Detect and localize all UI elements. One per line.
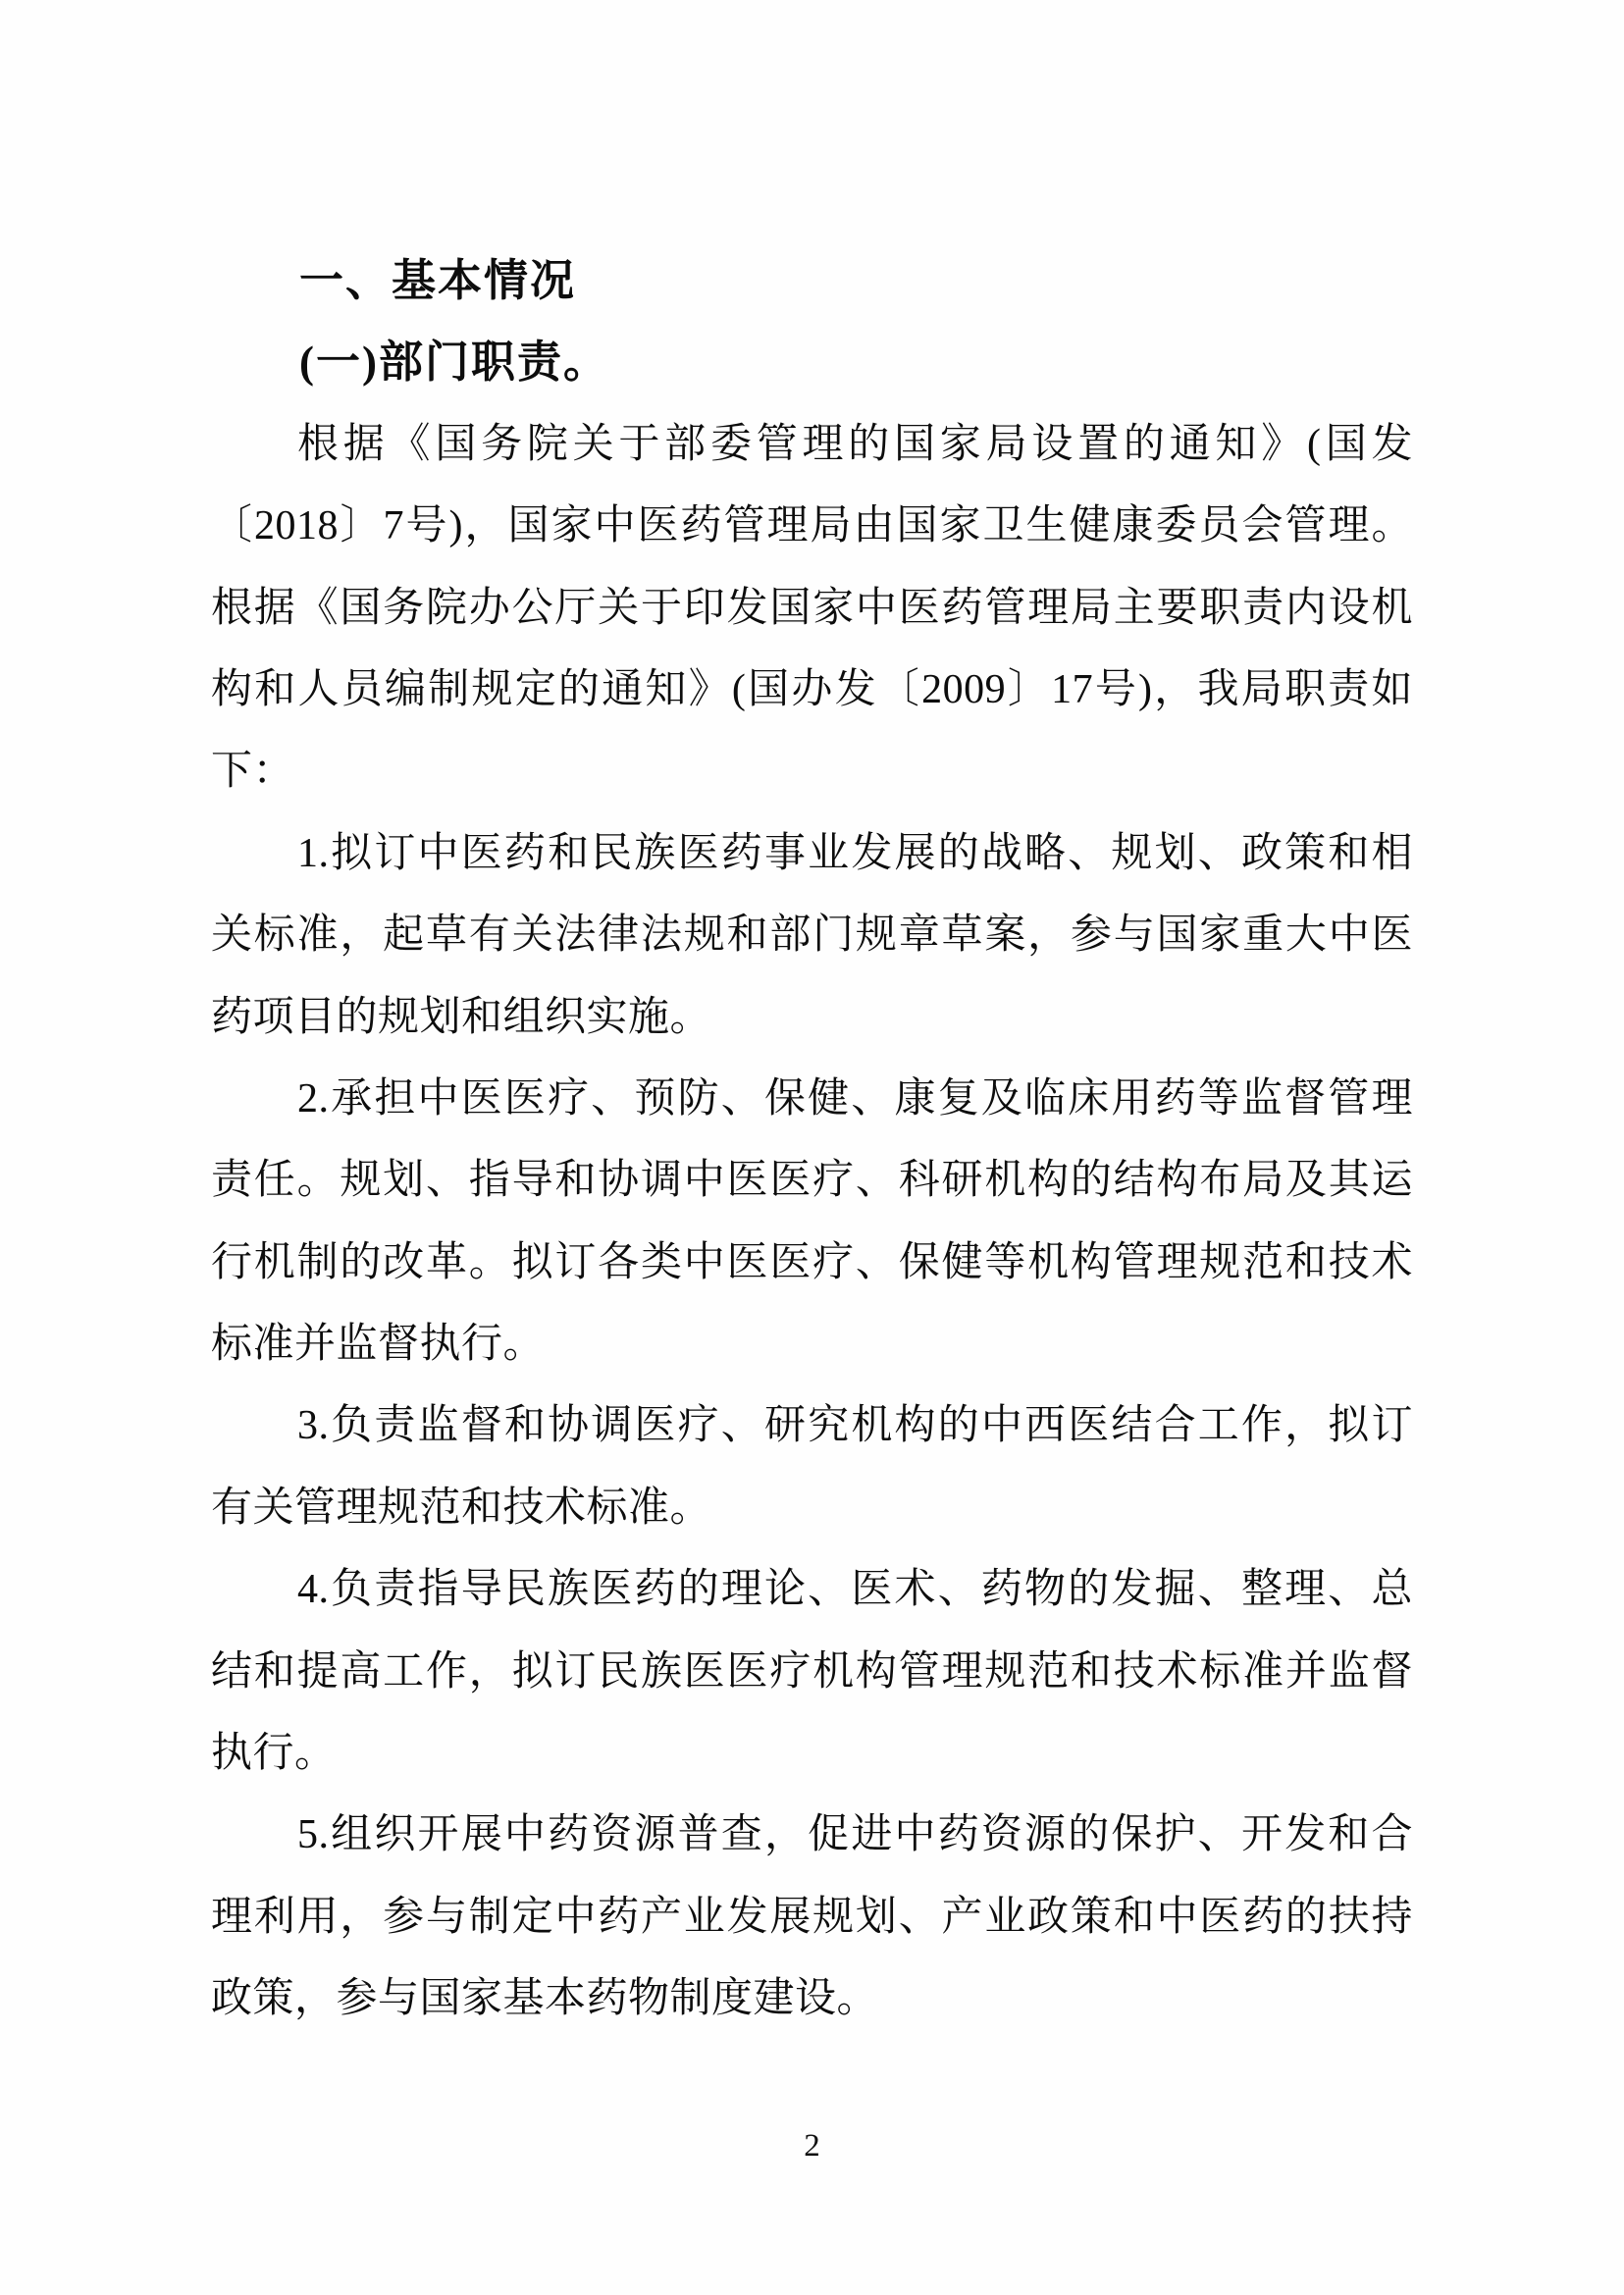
text-line: 2.承担中医医疗、预防、保健、康复及临床用药等监督管理 <box>297 1075 1413 1121</box>
text-line: 政策，参与国家基本药物制度建设。 <box>211 1976 879 2022</box>
text-line: 根据《国务院关于部委管理的国家局设置的通知》(国发 <box>297 421 1413 467</box>
text-line: 3.负责监督和协调医疗、研究机构的中西医结合工作，拟订 <box>297 1403 1413 1449</box>
text-line: 理利用，参与制定中药产业发展规划、产业政策和中医药的扶持 <box>211 1894 1413 1940</box>
section-heading: 一、基本情况 <box>299 256 577 305</box>
text-line: 行机制的改革。拟订各类中医医疗、保健等机构管理规范和技术 <box>211 1239 1413 1285</box>
text-line: 1.拟订中医药和民族医药事业发展的战略、规划、政策和相 <box>297 830 1413 876</box>
text-line: 结和提高工作，拟订民族医医疗机构管理规范和技术标准并监督 <box>211 1648 1413 1695</box>
page-number: 2 <box>804 2128 820 2164</box>
text-line: 〔2018〕7号)，国家中医药管理局由国家卫生健康委员会管理。 <box>211 503 1413 549</box>
text-line: 有关管理规范和技术标准。 <box>211 1485 712 1531</box>
text-line: 构和人员编制规定的通知》(国办发〔2009〕17号)，我局职责如 <box>211 666 1413 712</box>
text-line: 执行。 <box>211 1731 337 1777</box>
text-line: 4.负责指导民族医药的理论、医术、药物的发掘、整理、总 <box>297 1567 1413 1613</box>
text-line: 标准并监督执行。 <box>211 1322 546 1368</box>
subsection-heading: (一)部门职责。 <box>299 338 609 388</box>
text-line: 药项目的规划和组织实施。 <box>211 994 712 1040</box>
text-line: 5.组织开展中药资源普查，促进中药资源的保护、开发和合 <box>297 1812 1413 1858</box>
text-line: 下： <box>211 749 295 795</box>
text-line: 责任。规划、指导和协调中医医疗、科研机构的结构布局及其运 <box>211 1158 1413 1204</box>
text-line: 关标准，起草有关法律法规和部门规章草案，参与国家重大中医 <box>211 913 1413 959</box>
text-line: 根据《国务院办公厅关于印发国家中医药管理局主要职责内设机 <box>211 585 1413 631</box>
document-body <box>211 240 1413 2041</box>
